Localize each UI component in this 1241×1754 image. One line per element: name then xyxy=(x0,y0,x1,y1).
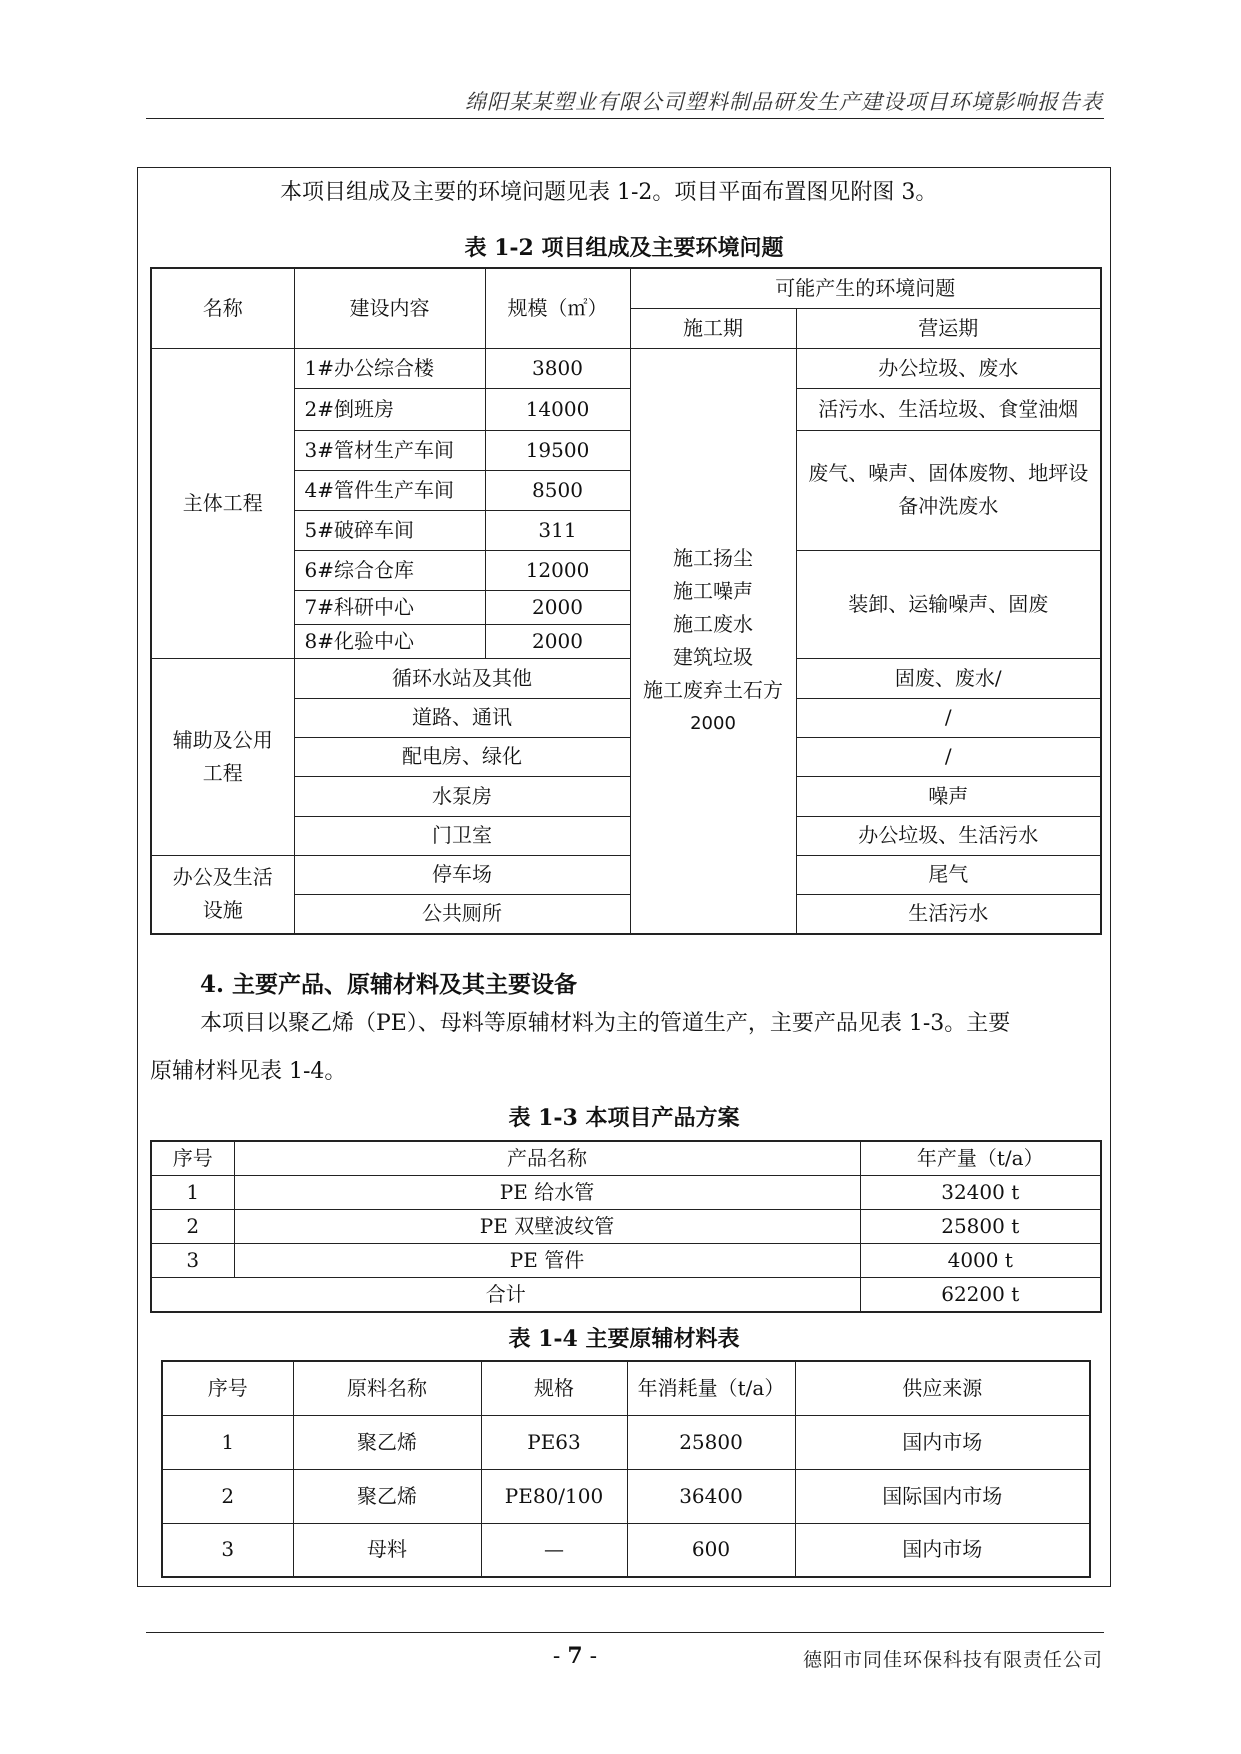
cell-content: 停车场 xyxy=(294,855,630,894)
table-1-3 xyxy=(150,1140,1102,1313)
cell-material: 母料 xyxy=(293,1523,481,1577)
cell-scale: 12000 xyxy=(485,550,630,590)
cell-index: 2 xyxy=(162,1469,293,1523)
cell-material: 聚乙烯 xyxy=(293,1469,481,1523)
construction-issues xyxy=(630,348,796,934)
cell-content: 配电房、绿化 xyxy=(294,737,630,776)
cell-content: 2#倒班房 xyxy=(294,388,485,430)
cell-content: 水泵房 xyxy=(294,776,630,816)
cell-content: 5#破碎车间 xyxy=(294,510,485,550)
cell-op: 办公垃圾、生活污水 xyxy=(796,816,1101,855)
cell-scale: 2000 xyxy=(485,590,630,624)
th-material: 原料名称 xyxy=(293,1361,481,1415)
group-main: 主体工程 xyxy=(151,348,294,658)
cell-scale: 14000 xyxy=(485,388,630,430)
total-label: 合计 xyxy=(151,1278,860,1313)
th-scale: 规模（㎡） xyxy=(485,268,630,348)
cell-material: 聚乙烯 xyxy=(293,1415,481,1469)
footer-company: 德阳市同佳环保科技有限责任公司 xyxy=(802,1649,1103,1671)
total-value: 62200 t xyxy=(860,1278,1101,1313)
cell-output: 25800 t xyxy=(860,1210,1101,1244)
page-number-value: 7 xyxy=(567,1643,583,1669)
cell-scale: 311 xyxy=(485,510,630,550)
cell-product: PE 双壁波纹管 xyxy=(234,1210,860,1244)
cell-product: PE 给水管 xyxy=(234,1176,860,1210)
section-4-heading: 4. 主要产品、原辅材料及其主要设备 xyxy=(200,971,578,998)
cell-spec: PE80/100 xyxy=(481,1469,627,1523)
intro-paragraph: 本项目组成及主要的环境问题见表 1-2。项目平面布置图见附图 3。 xyxy=(280,180,938,205)
document-header-title: 绵阳某某塑业有限公司塑料制品研发生产建设项目环境影响报告表 xyxy=(465,90,1103,114)
cell-index: 3 xyxy=(151,1244,234,1278)
cell-consumption: 600 xyxy=(627,1523,795,1577)
table-1-4 xyxy=(161,1360,1091,1578)
cell-content: 1#办公综合楼 xyxy=(294,348,485,388)
group-aux: 辅助及公用工程 xyxy=(151,658,294,855)
cell-output: 32400 t xyxy=(860,1176,1101,1210)
cell-content: 道路、通讯 xyxy=(294,698,630,737)
cell-content: 7#科研中心 xyxy=(294,590,485,624)
th-env: 可能产生的环境问题 xyxy=(630,268,1101,308)
cell-op: 废气、噪声、固体废物、地坪设备冲洗废水 xyxy=(796,430,1101,550)
cell-op: 生活污水 xyxy=(796,894,1101,934)
cell-source: 国际国内市场 xyxy=(795,1469,1090,1523)
th-name: 名称 xyxy=(151,268,294,348)
cell-source: 国内市场 xyxy=(795,1523,1090,1577)
table-1-2-caption: 表 1-2 项目组成及主要环境问题 xyxy=(464,235,784,261)
cell-content: 4#管件生产车间 xyxy=(294,470,485,510)
th-source: 供应来源 xyxy=(795,1361,1090,1415)
th-operation: 营运期 xyxy=(796,308,1101,348)
cell-consumption: 36400 xyxy=(627,1469,795,1523)
cell-product: PE 管件 xyxy=(234,1244,860,1278)
cell-index: 3 xyxy=(162,1523,293,1577)
cell-content: 8#化验中心 xyxy=(294,624,485,658)
section-4-para-line2: 原辅材料见表 1-4。 xyxy=(150,1059,347,1084)
cell-index: 2 xyxy=(151,1210,234,1244)
th-construction: 施工期 xyxy=(630,308,796,348)
cell-op: 活污水、生活垃圾、食堂油烟 xyxy=(796,388,1101,430)
construction-issue: 施工废弃土石方 xyxy=(643,677,783,702)
cell-output: 4000 t xyxy=(860,1244,1101,1278)
construction-issue: 施工扬尘 xyxy=(673,545,753,570)
cell-source: 国内市场 xyxy=(795,1415,1090,1469)
th-index: 序号 xyxy=(151,1141,234,1176)
cell-scale: 8500 xyxy=(485,470,630,510)
cell-index: 1 xyxy=(151,1176,234,1210)
table-1-4-caption: 表 1-4 主要原辅材料表 xyxy=(508,1326,740,1352)
th-index: 序号 xyxy=(162,1361,293,1415)
cell-scale: 3800 xyxy=(485,348,630,388)
th-content: 建设内容 xyxy=(294,268,485,348)
table-1-2 xyxy=(150,267,1102,935)
cell-scale: 2000 xyxy=(485,624,630,658)
cell-scale: 19500 xyxy=(485,430,630,470)
cell-op: 固废、废水/ xyxy=(796,658,1101,698)
page-number: - 7 - xyxy=(552,1643,598,1669)
cell-op: 尾气 xyxy=(796,855,1101,894)
cell-spec: PE63 xyxy=(481,1415,627,1469)
cell-op: 办公垃圾、废水 xyxy=(796,348,1101,388)
cell-content: 公共厕所 xyxy=(294,894,630,934)
th-consumption: 年消耗量（t/a） xyxy=(627,1361,795,1415)
construction-issue: 2000 xyxy=(690,712,736,734)
cell-index: 1 xyxy=(162,1415,293,1469)
cell-consumption: 25800 xyxy=(627,1415,795,1469)
th-product: 产品名称 xyxy=(234,1141,860,1176)
section-4-para-line1: 本项目以聚乙烯（PE）、母料等原辅材料为主的管道生产，主要产品见表 1-3。主要 xyxy=(200,1011,1011,1036)
cell-content: 3#管材生产车间 xyxy=(294,430,485,470)
cell-op: 噪声 xyxy=(796,776,1101,816)
footer-rule xyxy=(146,1632,1104,1633)
cell-op: / xyxy=(796,737,1101,776)
cell-content: 6#综合仓库 xyxy=(294,550,485,590)
cell-content: 循环水站及其他 xyxy=(294,658,630,698)
th-output: 年产量（t/a） xyxy=(860,1141,1101,1176)
group-office: 办公及生活设施 xyxy=(151,855,294,934)
header-rule xyxy=(146,118,1104,119)
construction-issue: 施工噪声 xyxy=(673,578,753,603)
construction-issue: 建筑垃圾 xyxy=(673,644,753,669)
cell-spec: — xyxy=(481,1523,627,1577)
cell-content: 门卫室 xyxy=(294,816,630,855)
cell-op: / xyxy=(796,698,1101,737)
cell-op: 装卸、运输噪声、固废 xyxy=(796,550,1101,658)
th-spec: 规格 xyxy=(481,1361,627,1415)
table-1-3-caption: 表 1-3 本项目产品方案 xyxy=(508,1105,740,1131)
construction-issue: 施工废水 xyxy=(673,611,753,636)
